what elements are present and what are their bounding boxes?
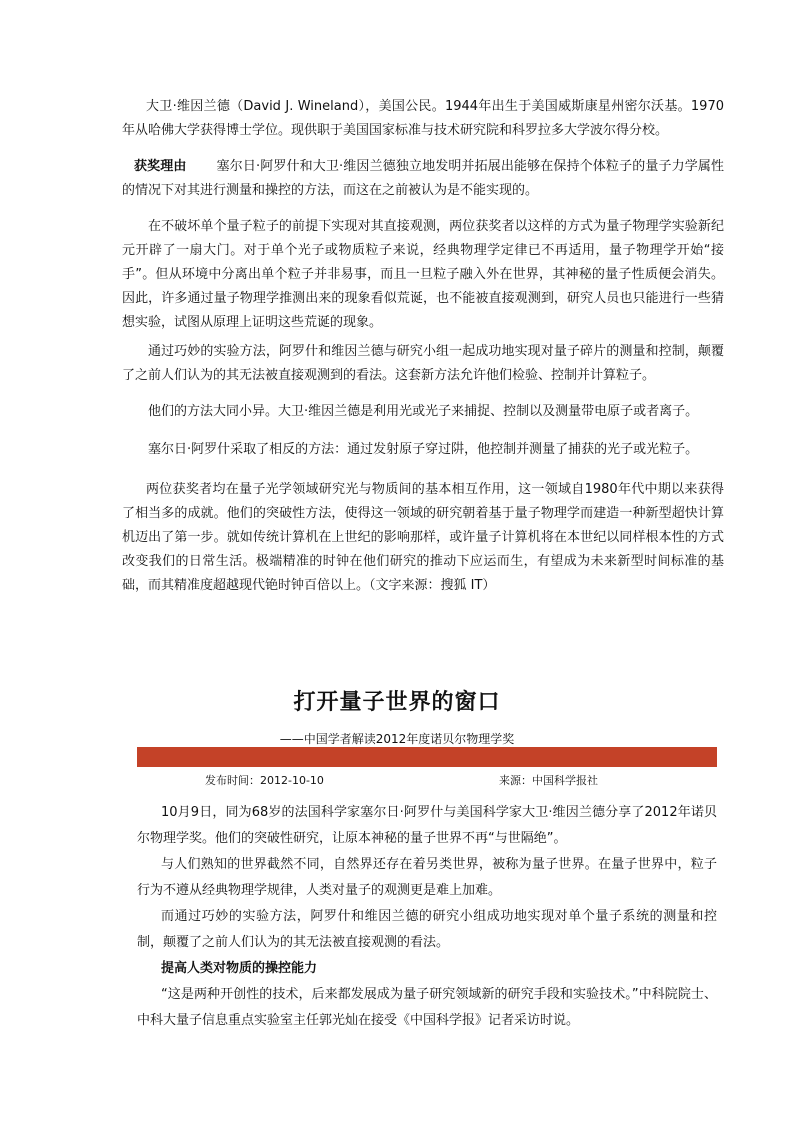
section-heading: 提高人类对物质的操控能力 (161, 961, 318, 976)
title-divider-bar (137, 747, 717, 767)
article-subtitle: ——中国学者解读2012年度诺贝尔物理学奖 (279, 732, 515, 746)
body-paragraph: 在不破坏单个量子粒子的前提下实现对其直接观测，两位获奖者以这样的方式为量子物理学实验新纪元开辟了一扇大门。对于单个光子或物质粒子来说，经典物理学定律已不再适用，量子物理学开始“接手”。但从环境中分离出单个粒子并非易事，而且一旦粒子融入外在世界，其神秘的量子性质便会消失。因此，许多通过量子物理学推测出来的现象看似荒诞，也不能被直接观测到，研究人员也只能进行一些猜想实验，试图从原理上证明这些荒诞的现象。 (122, 219, 724, 330)
body-paragraph: 通过巧妙的实验方法，阿罗什和维因兰德与研究小组一起成功地实现对量子碎片的测量和控制，颠覆了之前人们认为的其无法被直接观测到的看法。这套新方法允许他们检验、控制并计算粒子。 (122, 344, 724, 383)
body-paragraph: 两位获奖者均在量子光学领域研究光与物质间的基本相互作用，这一领域自1980年代中期以来获得了相当多的成就。他们的突破性方法，使得这一领域的研究朝着基于量子物理学而建造一种新型超快计算机迈出了第一步。就如传统计算机在上世纪的影响那样，或许量子计算机将在本世纪以同样根本性的方式改变我们的日常生活。极端精准的时钟在他们研究的推动下应运而生，有望成为未来新型时间标准的基础，而其精准度超越现代铯时钟百倍以上。（文字来源：搜狐 IT） (122, 482, 724, 593)
body-paragraph: 他们的方法大同小异。大卫·维因兰德是利用光或光子来捕捉、控制以及测量带电原子或者离子。 (148, 404, 699, 419)
bio-paragraph: 大卫·维因兰德（David J. Wineland），美国公民。1944年出生于美国威斯康星州密尔沃基。1970年从哈佛大学获得博士学位。现供职于美国国家标准与技术研究院和科罗拉多大学波尔得分校。 (122, 99, 724, 138)
article-source: 来源：中国科学报社 (499, 774, 598, 787)
publish-date: 发布时间：2012-10-10 (205, 774, 324, 787)
body-paragraph: 塞尔日·阿罗什采取了相反的方法：通过发射原子穿过阱，他控制并测量了捕获的光子或光粒子。 (148, 442, 699, 457)
award-reason-label: 获奖理由 (134, 159, 187, 174)
article-paragraph: “这是两种开创性的技术，后来都发展成为量子研究领域新的研究手段和实验技术。”中科院院士、中科大量子信息重点实验室主任郭光灿在接受《中国科学报》记者采访时说。 (137, 987, 717, 1028)
article-paragraph: 与人们熟知的世界截然不同，自然界还存在着另类世界，被称为量子世界。在量子世界中，粒子行为不遵从经典物理学规律，人类对量子的观测更是难上加难。 (137, 857, 717, 898)
article-paragraph: 而通过巧妙的实验方法，阿罗什和维因兰德的研究小组成功地实现对单个量子系统的测量和控制，颠覆了之前人们认为的其无法被直接观测的看法。 (137, 909, 717, 950)
article-title: 打开量子世界的窗口 (293, 689, 501, 715)
article-paragraph: 10月9日，同为68岁的法国科学家塞尔日·阿罗什与美国科学家大卫·维因兰德分享了2012年诺贝尔物理学奖。他们的突破性研究，让原本神秘的量子世界不再“与世隔绝”。 (137, 805, 717, 846)
award-reason-paragraph (122, 155, 724, 203)
award-reason-text: 塞尔日·阿罗什和大卫·维因兰德独立地发明并拓展出能够在保持个体粒子的量子力学属性的情况下对其进行测量和操控的方法，而这在之前被认为是不能实现的。 (122, 159, 724, 198)
